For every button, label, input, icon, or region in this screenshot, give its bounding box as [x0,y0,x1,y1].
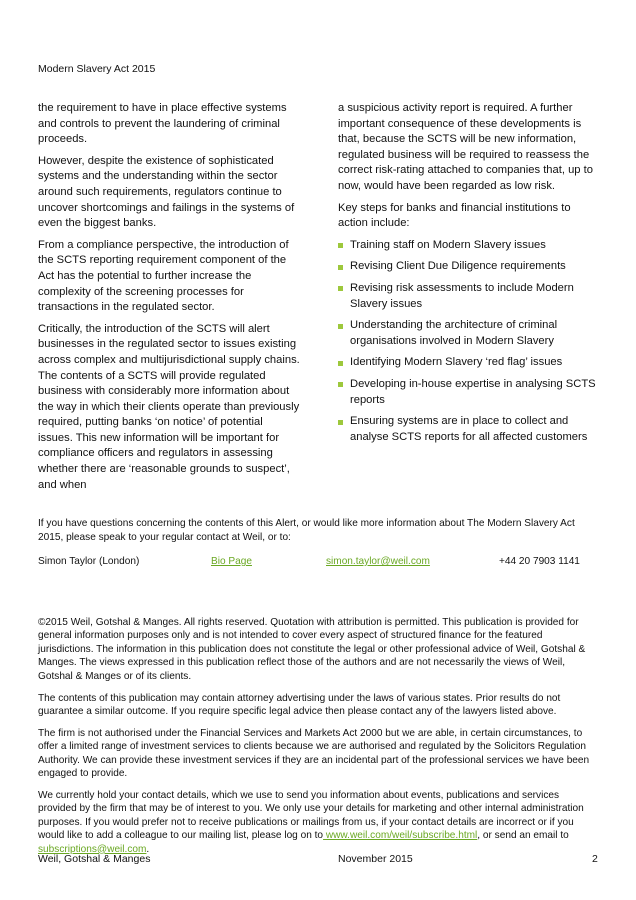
list-item [338,238,600,254]
body-paragraph: the requirement to have in place effective systems and controls to prevent the laundering of criminal proceeds. [38,102,287,146]
body-paragraph: From a compliance perspective, the introduction of the SCTS reporting requirement component of the Act has the potential to further increase the complexity of the screening processes for transactions in the regulated sector. [38,238,289,314]
square-bullet-icon [338,243,343,248]
square-bullet-icon [338,324,343,329]
footer-firm: Weil, Gotshal & Manges [38,853,151,865]
list-item-text: Revising risk assessments to include Modern Slavery issues [350,281,574,310]
list-item-text: Training staff on Modern Slavery issues [350,238,546,251]
contact-email-link[interactable]: simon.taylor@weil.com [326,556,430,567]
list-item [338,355,600,371]
list-item [338,414,600,445]
body-paragraph: Critically, the introduction of the SCTS will alert businesses in the regulated sector to issues existing across complex and multijurisdictional supply chains. The contents of a SCTS will provide regulated business with considerably more information about the way in which their clients operate than previously required, putting banks ‘on notice’ of potential issues. This new information will be important for compliance officers and regulators in assessing whether there are ‘reasonable grounds to suspect’, and when [38,322,300,491]
contact-phone: +44 20 7903 1141 [499,556,580,567]
bio-page-link[interactable]: Bio Page [211,556,252,567]
list-item-text: Revising Client Due Diligence requirements [350,260,566,273]
list-item [338,318,600,349]
footer-date: November 2015 [338,853,413,865]
square-bullet-icon [338,286,343,291]
subscriptions-email-link[interactable]: subscriptions@weil.com [38,843,147,855]
body-paragraph: However, despite the existence of sophisticated systems and the understanding within the sector around such requirements, regulators continue to uncover shortcomings and failings in the systems of even the biggest banks. [38,154,295,230]
legal-notice [38,616,598,865]
right-column [338,101,600,451]
legal-text: . [146,843,150,855]
list-item-text: Developing in-house expertise in analysing SCTS reports [350,377,596,406]
list-item-text: Ensuring systems are in place to collect and analyse SCTS reports for all affected customers [350,415,588,443]
legal-paragraph [38,789,598,856]
running-header: Modern Slavery Act 2015 [38,63,156,75]
body-paragraph: a suspicious activity report is required. A further important consequence of these developments is that, because the SCTS will be new information, regulated business will be required to reassess the correct risk-rating attached to companies that, up to now, would have been regarded as low risk. [338,102,593,192]
legal-paragraph: The firm is not authorised under the Financial Services and Markets Act 2000 but we are able, in certain circumstances, to offer a limited range of investment services to clients because we are authorised and regulated by the Solicitors Regulation Authority. We can provide these investment services if they are an incidental part of the professional services we have been engaged to provide. [38,727,590,780]
legal-paragraph: ©2015 Weil, Gotshal & Manges. All rights reserved. Quotation with attribution is permitted. This publication is provided for general information purposes only and is not intended to cover every aspect of structured finance for the featured jurisdictions. The information in this publication does not constitute the legal or other professional advice of Weil, Gotshal & Manges. The views expressed in this publication reflect those of the authors and are not necessarily the views of Weil, Gotshal & Manges or of its clients. [38,617,586,682]
contact-name: Simon Taylor (London) [38,556,140,567]
page-number: 2 [592,853,598,865]
list-item [338,377,600,408]
legal-text: We currently hold your contact details, which we use to send you information about events, publications and services provided by the firm that may be of interest to you. We only use your details for marketing and other internal administration purposes. If you would prefer not to receive publications or mailings from us, if your contact details are incorrect or if you would like to add a colleague to our mailing list, please log on to [38,789,584,842]
list-item [338,281,600,312]
list-item [338,259,600,275]
subscribe-link[interactable]: www.weil.com/weil/subscribe.html [323,830,478,842]
list-item-text: Identifying Modern Slavery ‘red flag’ issues [350,356,563,369]
contact-intro: If you have questions concerning the contents of this Alert, or would like more information about The Modern Slavery Act 2015, please speak to your regular contact at Weil, or to: [38,518,575,544]
square-bullet-icon [338,420,343,425]
legal-text: , or send an email to [477,830,569,842]
square-bullet-icon [338,265,343,270]
body-paragraph: Key steps for banks and financial institutions to action include: [338,201,571,230]
legal-paragraph: The contents of this publication may contain attorney advertising under the laws of various states. Prior results do not guarantee a similar outcome. If you require specific legal advice then please contact any of the lawyers listed above. [38,692,561,717]
square-bullet-icon [338,361,343,366]
list-item-text: Understanding the architecture of criminal organisations involved in Modern Slavery [350,319,558,347]
left-column [38,101,300,499]
key-steps-list [338,238,600,446]
square-bullet-icon [338,382,343,387]
